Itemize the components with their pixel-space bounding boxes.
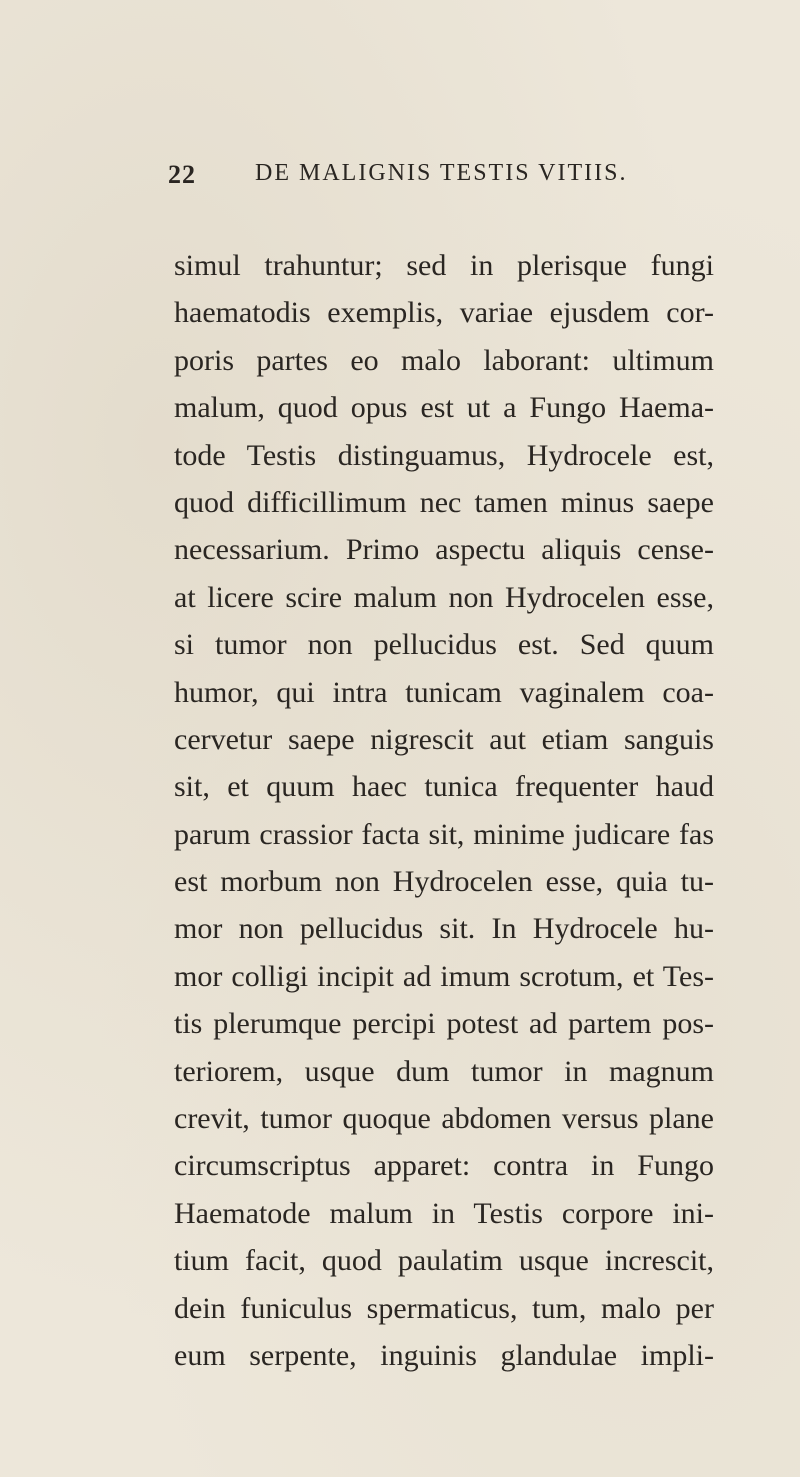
text-line: tis plerumque percipi potest ad partem pos- [174, 1007, 714, 1041]
text-line: haematodis exemplis, variae ejusdem cor- [174, 296, 714, 330]
page-number: 22 [168, 160, 196, 189]
body-text [174, 242, 714, 1379]
text-line: cervetur saepe nigrescit aut etiam sanguis [174, 722, 714, 756]
text-line: sit, et quum haec tunica frequenter haud [174, 770, 714, 804]
text-line: malum, quod opus est ut a Fungo Haema- [174, 391, 714, 425]
text-line: dein funiculus spermaticus, tum, malo per [174, 1291, 714, 1325]
text-line: humor, qui intra tunicam vaginalem coa- [174, 675, 714, 709]
text-line: mor colligi incipit ad imum scrotum, et Tes- [174, 959, 714, 993]
text-line: tode Testis distinguamus, Hydrocele est, [174, 438, 714, 472]
page-header [168, 160, 688, 200]
text-line: si tumor non pellucidus est. Sed quum [174, 628, 714, 662]
text-line: teriorem, usque dum tumor in magnum [174, 1054, 714, 1088]
text-line: crevit, tumor quoque abdomen versus plane [174, 1102, 714, 1136]
text-line: tium facit, quod paulatim usque increscit, [174, 1244, 714, 1278]
text-line: Haematode malum in Testis corpore ini- [174, 1196, 714, 1230]
text-line: mor non pellucidus sit. In Hydrocele hu- [174, 912, 714, 946]
text-line: simul trahuntur; sed in plerisque fungi [174, 249, 714, 282]
text-line: quod difficillimum nec tamen minus saepe [174, 485, 714, 519]
text-line: eum serpente, inguinis glandulae impli- [174, 1338, 714, 1372]
text-line: circumscriptus apparet: contra in Fungo [174, 1149, 714, 1183]
text-line: at licere scire malum non Hydrocelen esse, [174, 580, 714, 614]
text-line: est morbum non Hydrocelen esse, quia tu- [174, 865, 714, 899]
text-line: parum crassior facta sit, minime judicare fas [174, 817, 714, 851]
text-line: necessarium. Primo aspectu aliquis cense- [174, 533, 714, 567]
text-line: poris partes eo malo laborant: ultimum [174, 343, 714, 377]
running-title: DE MALIGNIS TESTIS VITIIS. [255, 160, 628, 186]
